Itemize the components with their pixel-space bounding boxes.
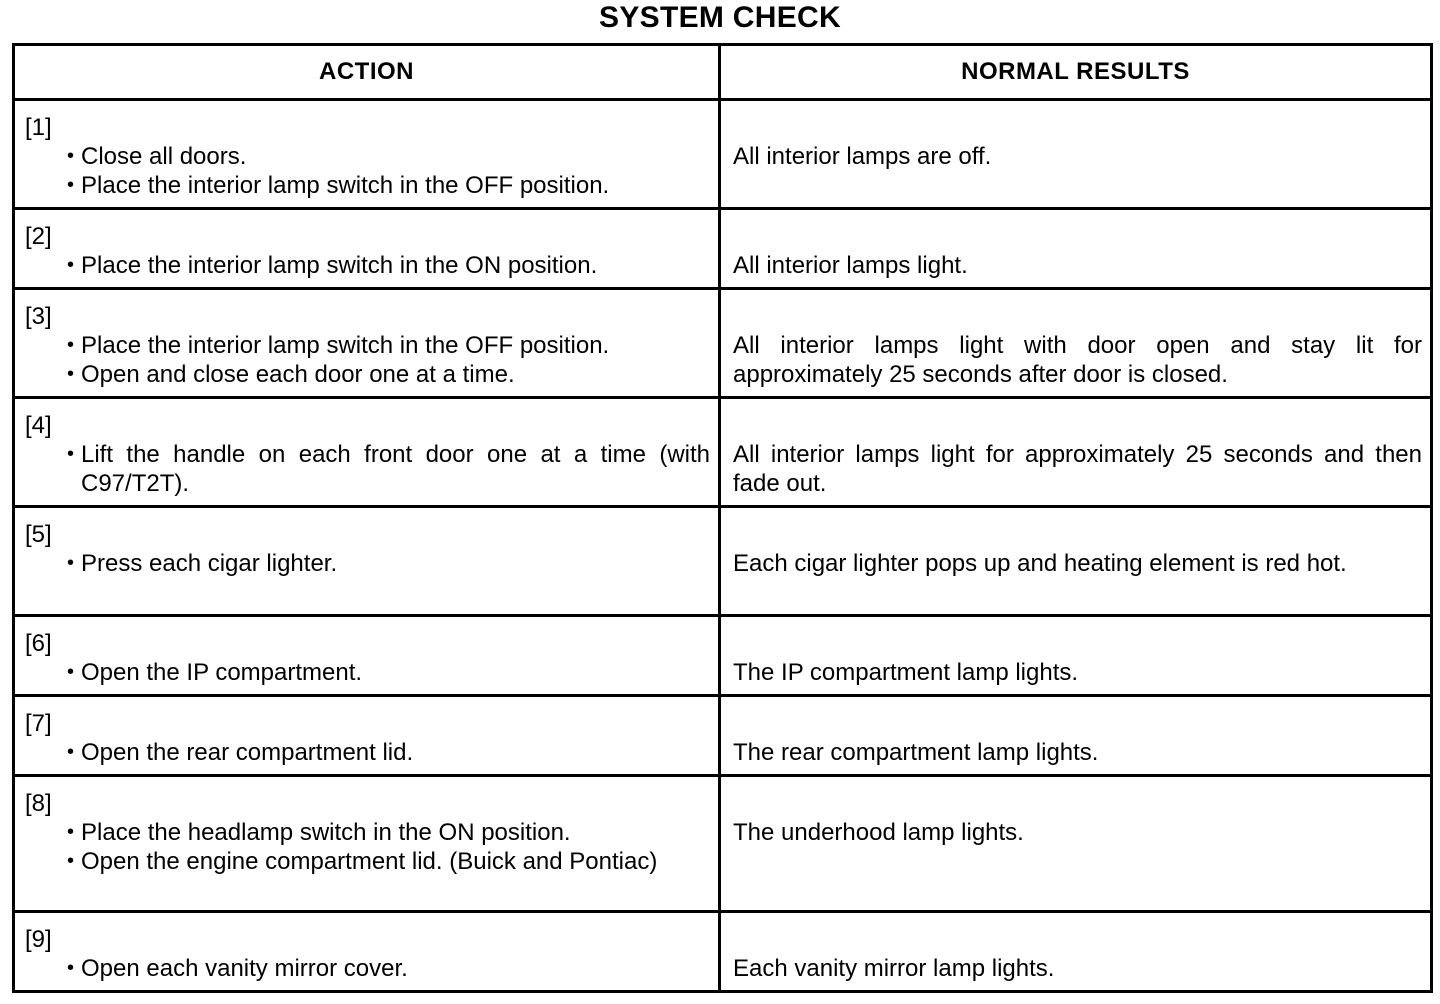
action-cell bbox=[14, 398, 720, 507]
action-item bbox=[25, 251, 710, 280]
result-cell bbox=[720, 616, 1432, 696]
action-cell bbox=[14, 209, 720, 289]
action-text: Place the interior lamp switch in the ON position. bbox=[81, 252, 598, 279]
step-number: [1] bbox=[25, 114, 52, 141]
action-cell bbox=[14, 100, 720, 209]
bullet-icon: • bbox=[67, 145, 75, 167]
result-text: Each cigar lighter pops up and heating element is red hot. bbox=[733, 550, 1347, 577]
result-cell bbox=[720, 696, 1432, 776]
step-number: [7] bbox=[25, 710, 52, 737]
action-list bbox=[25, 738, 710, 767]
action-list bbox=[25, 658, 710, 687]
bullet-icon: • bbox=[67, 850, 75, 872]
result-text: All interior lamps light for approximately 25 seconds and then fade out. bbox=[733, 441, 1422, 497]
result-text: All interior lamps light. bbox=[733, 252, 968, 279]
result-text: The rear compartment lamp lights. bbox=[733, 739, 1099, 766]
action-item bbox=[25, 142, 710, 171]
action-item bbox=[25, 818, 710, 847]
action-text: Open each vanity mirror cover. bbox=[81, 955, 408, 982]
action-cell bbox=[14, 616, 720, 696]
result-cell bbox=[720, 776, 1432, 912]
action-item bbox=[25, 954, 710, 983]
action-item bbox=[25, 440, 710, 498]
bullet-icon: • bbox=[67, 363, 75, 385]
action-list bbox=[25, 331, 710, 389]
bullet-icon: • bbox=[67, 957, 75, 979]
result-cell bbox=[720, 209, 1432, 289]
action-text: Lift the handle on each front door one at a time (with C97/T2T). bbox=[81, 441, 710, 497]
step-number: [8] bbox=[25, 790, 52, 817]
table-row bbox=[14, 289, 1432, 398]
table-row bbox=[14, 776, 1432, 912]
result-text: The underhood lamp lights. bbox=[733, 819, 1024, 846]
action-text: Press each cigar lighter. bbox=[81, 550, 338, 577]
action-text: Place the interior lamp switch in the OFF position. bbox=[81, 172, 610, 199]
table-row bbox=[14, 616, 1432, 696]
result-text: All interior lamps light with door open and stay lit for approximately 25 seconds after door is closed. bbox=[733, 332, 1422, 388]
step-number: [3] bbox=[25, 303, 52, 330]
step-number: [6] bbox=[25, 630, 52, 657]
bullet-icon: • bbox=[67, 552, 75, 574]
bullet-icon: • bbox=[67, 174, 75, 196]
table-row bbox=[14, 100, 1432, 209]
action-item bbox=[25, 171, 710, 200]
action-list bbox=[25, 549, 710, 578]
result-cell bbox=[720, 912, 1432, 992]
bullet-icon: • bbox=[67, 661, 75, 683]
action-list bbox=[25, 251, 710, 280]
table-row bbox=[14, 209, 1432, 289]
step-number: [4] bbox=[25, 412, 52, 439]
action-text: Open the rear compartment lid. bbox=[81, 739, 414, 766]
action-list bbox=[25, 818, 710, 876]
result-text: All interior lamps are off. bbox=[733, 143, 992, 170]
action-text: Close all doors. bbox=[81, 143, 247, 170]
action-cell bbox=[14, 776, 720, 912]
bullet-icon: • bbox=[67, 334, 75, 356]
action-text: Open the IP compartment. bbox=[81, 659, 363, 686]
result-cell bbox=[720, 100, 1432, 209]
action-item bbox=[25, 331, 710, 360]
table-row bbox=[14, 507, 1432, 616]
step-number: [2] bbox=[25, 223, 52, 250]
column-header-normal-results: NORMAL RESULTS bbox=[720, 45, 1432, 100]
action-item bbox=[25, 549, 710, 578]
result-cell bbox=[720, 289, 1432, 398]
result-text: Each vanity mirror lamp lights. bbox=[733, 955, 1055, 982]
bullet-icon: • bbox=[67, 821, 75, 843]
action-text: Open and close each door one at a time. bbox=[81, 361, 515, 388]
step-number: [9] bbox=[25, 926, 52, 953]
bullet-icon: • bbox=[67, 254, 75, 276]
table-row bbox=[14, 696, 1432, 776]
action-item bbox=[25, 847, 710, 876]
action-text: Place the headlamp switch in the ON position. bbox=[81, 819, 571, 846]
result-cell bbox=[720, 398, 1432, 507]
table-row bbox=[14, 912, 1432, 992]
action-item bbox=[25, 658, 710, 687]
action-cell bbox=[14, 507, 720, 616]
system-check-table bbox=[12, 43, 1433, 993]
action-list bbox=[25, 142, 710, 200]
action-text: Place the interior lamp switch in the OFF position. bbox=[81, 332, 610, 359]
bullet-icon: • bbox=[67, 741, 75, 763]
action-cell bbox=[14, 696, 720, 776]
action-list bbox=[25, 954, 710, 983]
action-item bbox=[25, 360, 710, 389]
bullet-icon: • bbox=[67, 443, 75, 465]
page-title: SYSTEM CHECK bbox=[599, 1, 841, 34]
action-cell bbox=[14, 912, 720, 992]
step-number: [5] bbox=[25, 521, 52, 548]
result-cell bbox=[720, 507, 1432, 616]
action-text: Open the engine compartment lid. (Buick and Pontiac) bbox=[81, 848, 658, 875]
column-header-action: ACTION bbox=[14, 45, 720, 100]
result-text: The IP compartment lamp lights. bbox=[733, 659, 1079, 686]
action-list bbox=[25, 440, 710, 498]
action-item bbox=[25, 738, 710, 767]
table-header-row bbox=[14, 45, 1432, 100]
action-cell bbox=[14, 289, 720, 398]
table-row bbox=[14, 398, 1432, 507]
